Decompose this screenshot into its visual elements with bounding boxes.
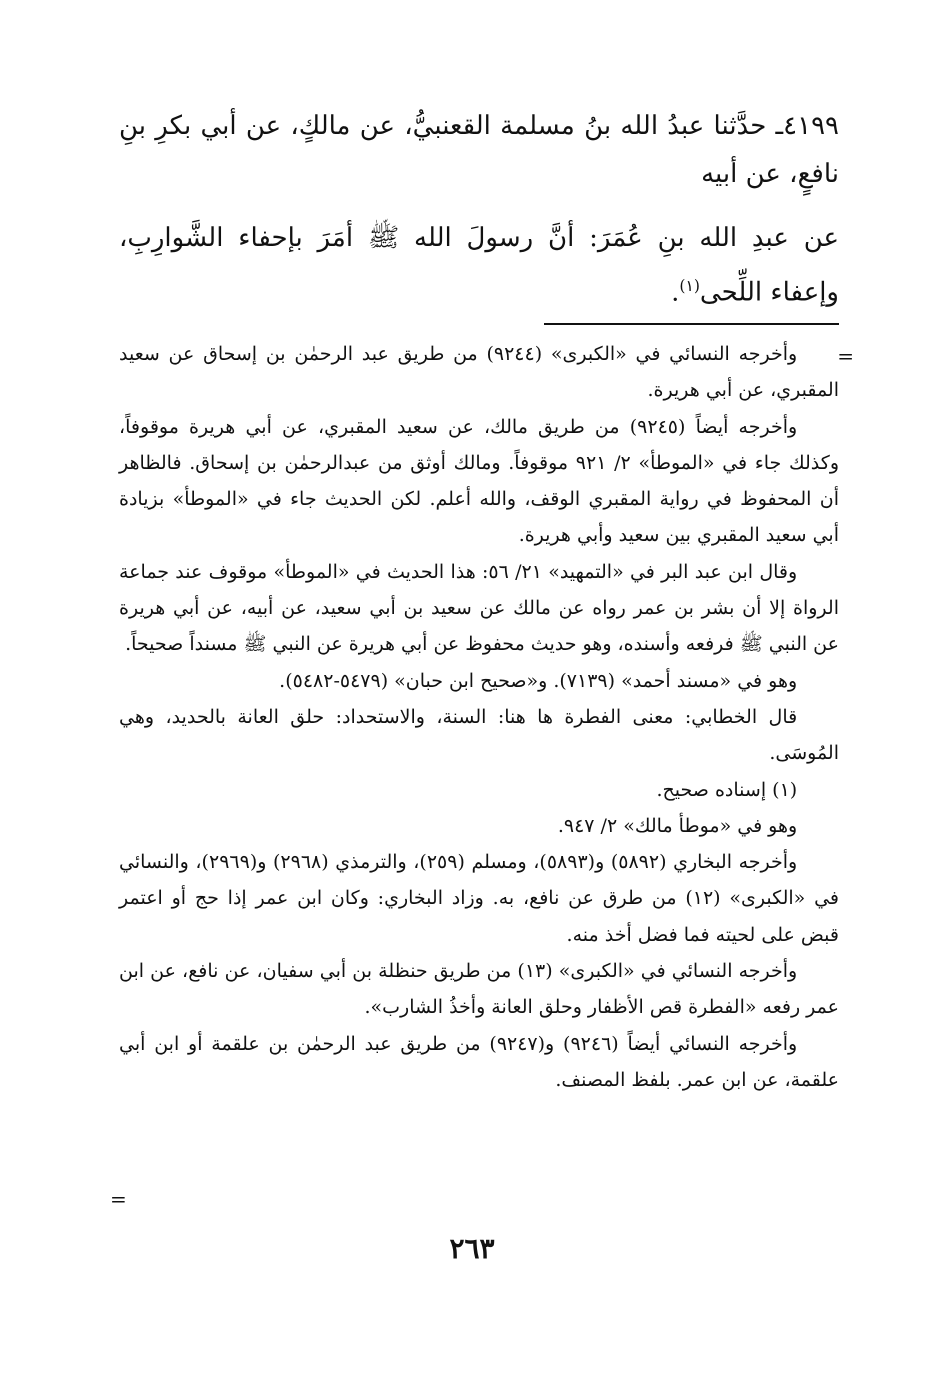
note-paragraph: وأخرجه النسائي في «الكبرى» (١٣) من طريق حنظلة بن أبي سفيان، عن نافع، عن ابن عمر رفعه «الفطرة قص الأظفار وحلق العانة وأخذُ الشارب».: [119, 960, 839, 1019]
hadith-matn-text: عن عبدِ الله بنِ عُمَرَ: أنَّ رسولَ الله ﷺ أمَرَ بإحفاء الشَّوارِبِ، وإعفاء اللِّحى: [119, 223, 839, 308]
note-paragraph: وأخرجه البخاري (٥٨٩٢) و(٥٨٩٣)، ومسلم (٢٥٩)، والترمذي (٢٩٦٨) و(٢٩٦٩)، والنسائي في «الكبرى» (١٢) من طرق عن نافع، به. وزاد البخاري: وكان ابن عمر إذا حج أو اعتمر قبض على لحيته فما فضل أخذ منه.: [119, 851, 839, 946]
note-paragraph: وقال ابن عبد البر في «التمهيد» ٢١/ ٥٦: هذا الحديث في «الموطأ» موقوف عند جماعة الرواة إلا أن بشر بن عمر رواه عن مالك عن سعيد بن أبي سعيد، عن أبيه، عن أبي هريرة عن النبي ﷺ فرفعه وأسنده، وهو حديث محفوظ عن أبي هريرة عن النبي ﷺ مسنداً صحيحاً.: [119, 560, 839, 656]
hadith-matn-end: .: [671, 277, 680, 308]
continuation-marker-top: =: [837, 344, 854, 368]
page-number: ٢٦٣: [449, 1232, 495, 1265]
note-paragraph: وهو في «موطأ مالك» ٢/ ٩٤٧.: [557, 814, 798, 837]
hadith-isnad: ٤١٩٩ـ حدَّثنا عبدُ الله بنُ مسلمة القعنبيُّ، عن مالكٍ، عن أبي بكرِ بنِ نافعٍ، عن أبيه: [119, 111, 839, 189]
hadith-matn: [119, 214, 839, 317]
continuation-marker-bottom: =: [110, 1187, 127, 1211]
note-paragraph: وهو في «مسند أحمد» (٧١٣٩). و«صحيح ابن حبان» (٥٤٧٩-٥٤٨٢).: [279, 669, 798, 692]
footnote-divider: [544, 323, 839, 325]
note-paragraph: قال الخطابي: معنى الفطرة ها هنا: السنة، والاستحداد: حلق العانة بالحديد، وهي المُوسَى.: [119, 705, 839, 765]
note-paragraph: وأخرجه النسائي أيضاً (٩٢٤٦) و(٩٢٤٧) من طريق عبد الرحمٰن بن علقمة أو ابن أبي علقمة، عن ابن عمر. بلفظ المصنف.: [119, 1032, 839, 1091]
note-paragraph: وأخرجه النسائي في «الكبرى» (٩٢٤٤) من طريق عبد الرحمٰن بن إسحاق عن سعيد المقبري، عن أبي هريرة.: [119, 343, 839, 402]
footnote-reference: (١): [679, 277, 700, 295]
hadith-text: [119, 102, 839, 317]
footnote-1: (١) إسناده صحيح.: [656, 778, 798, 801]
note-paragraph: وأخرجه أيضاً (٩٢٤٥) من طريق مالك، عن سعيد المقبري، عن أبي هريرة موقوفاً، وكذلك جاء في «الموطأ» ٢/ ٩٢١ موقوفاً. ومالك أوثق من عبدالرحمٰن بن إسحاق. فالظاهر أن المحفوظ في رواية المقبري الوقف، والله أعلم. لكن الحديث جاء في «الموطأ» بزيادة أبي سعيد المقبري بين سعيد وأبي هريرة.: [119, 415, 840, 547]
footnotes: [119, 336, 839, 1098]
